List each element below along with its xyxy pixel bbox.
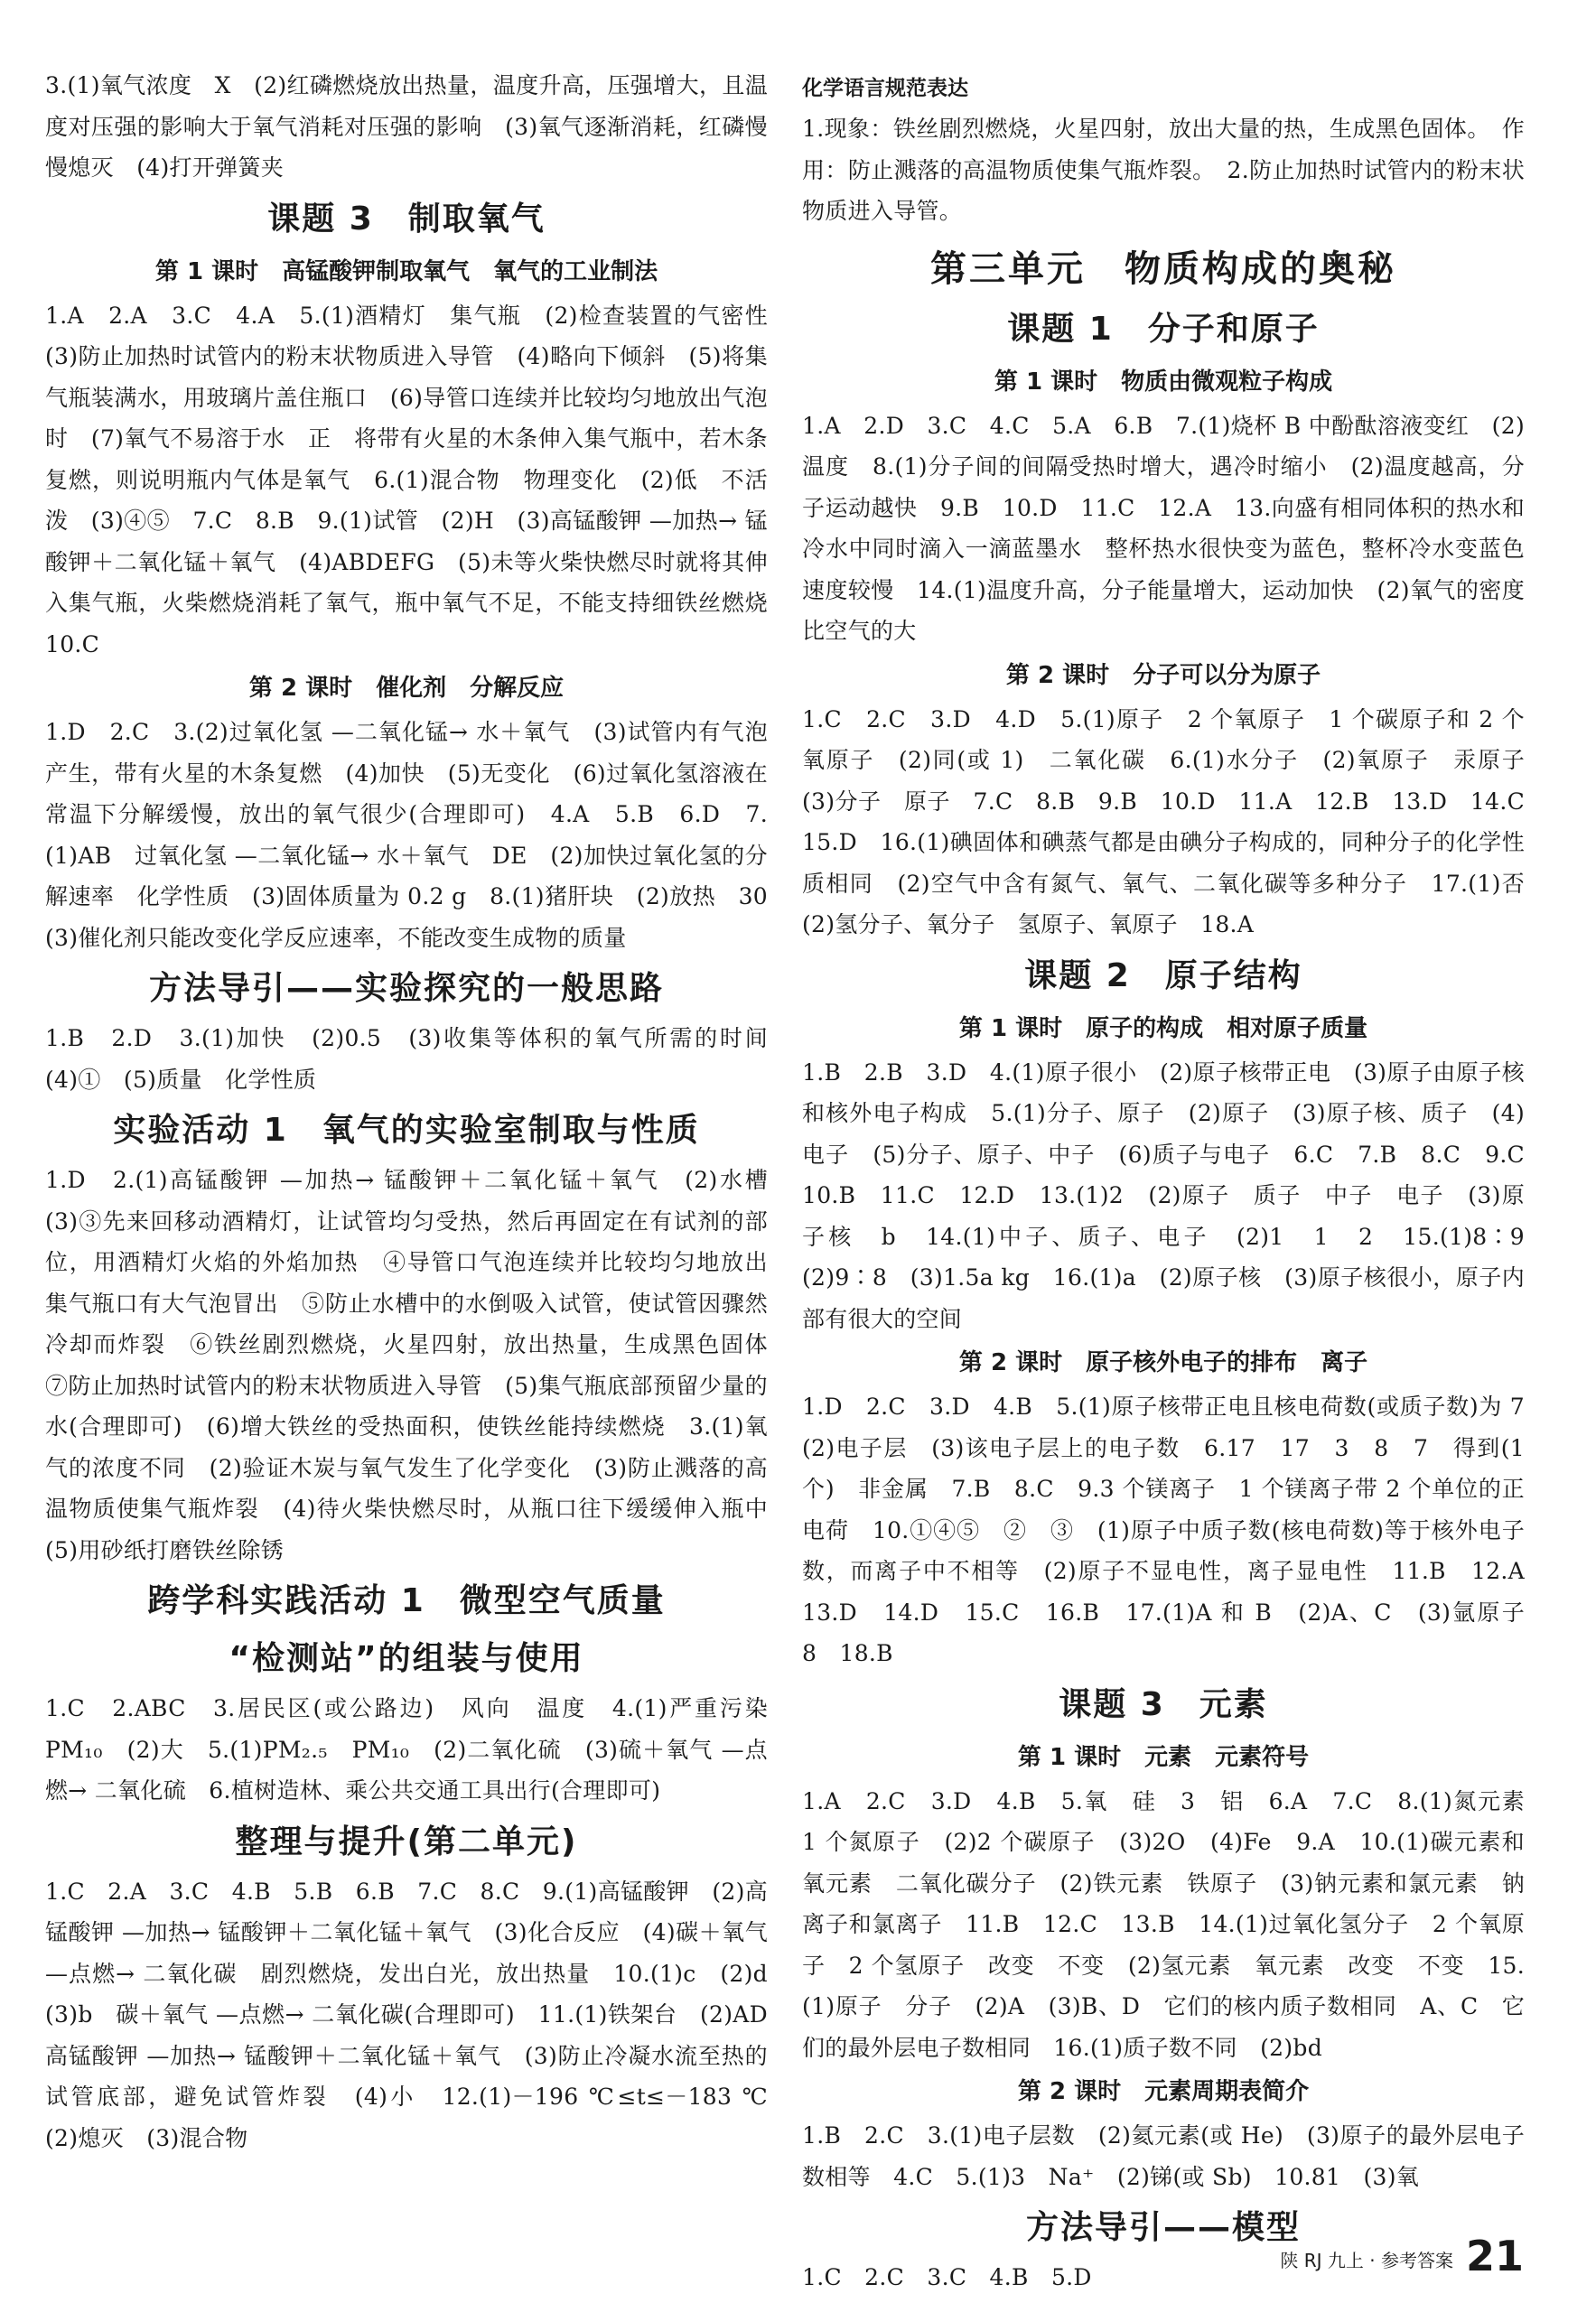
answer-paragraph: 1.A 2.D 3.C 4.C 5.A 6.B 7.(1)烧杯 B 中酚酞溶液变红 (2)温度 8.(1)分子间的间隔受热时增大，遇冷时缩小 (2)温度越高，分子运动越快 9.B 10.D 11.C 12.A 13.向盛有相同体积的热水和冷水中同时滴入一滴蓝墨水 整杯热水很快变为蓝色，整杯冷水变蓝色速度较慢 14.(1)温度升高，分子能量增大，运动加快 (2)氧气的密度比空气的大 xyxy=(802,412,1525,644)
section-title: 课题 3 元素 xyxy=(1059,1685,1268,1723)
lesson-title: 第 2 课时 催化剂 分解反应 xyxy=(248,675,565,702)
unit-title: 第三单元 物质构成的奥秘 xyxy=(930,247,1396,290)
answer-paragraph: 1.B 2.B 3.D 4.(1)原子很小 (2)原子核带正电 (3)原子由原子核和核外电子构成 5.(1)分子、原子 (2)原子 (3)原子核、质子 (4)电子 (5)分子、原子、中子 (6)质子与电子 6.C 7.B 8.C 9.C 10.B 11.C 12.D 13.(1)2 (2)原子 质子 中子 电子 (3)原子核 b 14.(1)中子、质子、电子 (2)1 1 2 15.(1)8∶9 (2)9∶8 (3)1.5a kg 16.(1)a (2)原子核 (3)原子核很小，原子内部有很大的空间 xyxy=(802,1058,1548,1332)
section-title: 整理与提升(第二单元) xyxy=(235,1823,578,1860)
answer-paragraph: 1.B 2.D 3.(1)加快 (2)0.5 (3)收集等体积的氧气所需的时间 (4)① (5)质量 化学性质 xyxy=(45,1025,791,1093)
page-number: 21 xyxy=(1465,2232,1524,2280)
lesson-title: 第 1 课时 原子的构成 相对原子质量 xyxy=(958,1014,1368,1042)
lesson-title: 第 1 课时 元素 元素符号 xyxy=(1017,1743,1310,1771)
page-footer xyxy=(1280,2234,1524,2278)
subsection-title: 化学语言规范表达 xyxy=(802,77,968,100)
answer-paragraph: 1.B 2.C 3.(1)电子层数 (2)氦元素(或 He) (3)原子的最外层电子数相等 4.C 5.(1)3 Na⁺ (2)锑(或 Sb) 10.81 (3)氧 xyxy=(802,2122,1525,2190)
answer-paragraph: 1.现象：铁丝剧烈燃烧，火星四射，放出大量的热，生成黑色固体。 作用：防止溅落的高温物质使集气瓶炸裂。 2.防止加热时试管内的粉末状物质进入导管。 xyxy=(802,116,1525,224)
right-column xyxy=(802,69,1548,2298)
answer-paragraph: 1.A 2.A 3.C 4.A 5.(1)酒精灯 集气瓶 (2)检查装置的气密性 (3)防止加热时试管内的粉末状物质进入导管 (4)略向下倾斜 (5)将集气瓶装满水，用玻璃片盖住瓶口 (6)导管口连续并比较均匀地放出气泡时 (7)氧气不易溶于水 正 将带有火星的木条伸入集气瓶中，若木条复燃，则说明瓶内气体是氧气 6.(1)混合物 物理变化 (2)低 不活泼 (3)④⑤ 7.C 8.B 9.(1)试管 (2)H (3)高锰酸钾 —加热→ 锰酸钾＋二氧化锰＋氧气 (4)ABDEFG (5)未等火柴快燃尽时就将其伸入集气瓶，火柴燃烧消耗了氧气，瓶中氧气不足，不能支持细铁丝燃烧 10.C xyxy=(45,302,791,657)
lesson-title: 第 2 课时 分子可以分为原子 xyxy=(1005,661,1321,689)
left-column xyxy=(45,65,791,2158)
answer-paragraph: 1.A 2.C 3.D 4.B 5.氧 硅 3 铝 6.A 7.C 8.(1)氮元素 1 个氮原子 (2)2 个碳原子 (3)2O (4)Fe 9.A 10.(1)碳元素和氧元素 二氧化碳分子 (2)铁元素 铁原子 (3)钠元素和氯元素 钠离子和氯离子 11.B 12.C 13.B 14.(1)过氧化氢分子 2 个氧原子 2 个氢原子 改变 不变 (2)氢元素 氧元素 改变 不变 15.(1)原子 分子 (2)A (3)B、D 它们的核内质子数相同 A、C 它们的最外层电子数相同 16.(1)质子数不同 (2)bd xyxy=(802,1787,1548,2061)
answer-paragraph: 1.D 2.C 3.(2)过氧化氢 —二氧化锰→ 水＋氧气 (3)试管内有气泡产生，带有火星的木条复燃 (4)加快 (5)无变化 (6)过氧化氢溶液在常温下分解缓慢，放出的氧气很少(合理即可) 4.A 5.B 6.D 7.(1)AB 过氧化氢 —二氧化锰→ 水＋氧气 DE (2)加快过氧化氢的分解速率 化学性质 (3)固体质量为 0.2 g 8.(1)猪肝块 (2)放热 30 (3)催化剂只能改变化学反应速率，不能改变生成物的质量 xyxy=(45,719,791,951)
section-title: 课题 2 原子结构 xyxy=(1024,956,1302,994)
answer-paragraph: 1.C 2.ABC 3.居民区(或公路边) 风向 温度 4.(1)严重污染 PM₁₀ (2)大 5.(1)PM₂.₅ PM₁₀ (2)二氧化硫 (3)硫＋氧气 —点燃→ 二氧化硫 6.植树造林、乘公共交通工具出行(合理即可) xyxy=(45,1695,791,1804)
lesson-title: 第 2 课时 元素周期表简介 xyxy=(1017,2078,1310,2105)
answer-paragraph: 3.(1)氧气浓度 X (2)红磷燃烧放出热量，温度升高，压强增大，且温度对压强的影响大于氧气消耗对压强的影响 (3)氧气逐渐消耗，红磷慢慢熄灭 (4)打开弹簧夹 xyxy=(45,72,768,181)
section-title: 实验活动 1 氧气的实验室制取与性质 xyxy=(113,1112,700,1149)
section-title: 方法导引——模型 xyxy=(1025,2209,1301,2246)
answer-paragraph: 1.D 2.(1)高锰酸钾 —加热→ 锰酸钾＋二氧化锰＋氧气 (2)水槽 (3)③先来回移动酒精灯，让试管均匀受热，然后再固定在有试剂的部位，用酒精灯火焰的外焰加热 ④导管口气泡连续并比较均匀地放出 集气瓶口有大气泡冒出 ⑤防止水槽中的水倒吸入试管，使试管因骤然冷却而炸裂 ⑥铁丝剧烈燃烧，火星四射，放出热量，生成黑色固体 ⑦防止加热时试管内的粉末状物质进入导管 (5)集气瓶底部预留少量的水(合理即可) (6)增大铁丝的受热面积，使铁丝能持续燃烧 3.(1)氧气的浓度不同 (2)验证木炭与氧气发生了化学变化 (3)防止溅落的高温物质使集气瓶炸裂 (4)待火柴快燃尽时，从瓶口往下缓缓伸入瓶中 (5)用砂纸打磨铁丝除锈 xyxy=(45,1167,791,1563)
lesson-title: 第 1 课时 高锰酸钾制取氧气 氧气的工业制法 xyxy=(154,257,658,285)
section-title: “检测站”的组装与使用 xyxy=(229,1640,584,1677)
section-title: 方法导引——实验探究的一般思路 xyxy=(148,970,664,1007)
section-title: 课题 3 制取氧气 xyxy=(267,200,546,238)
answer-paragraph: 1.C 2.C 3.C 4.B 5.D xyxy=(802,2264,1092,2290)
answer-paragraph: 1.C 2.A 3.C 4.B 5.B 6.B 7.C 8.C 9.(1)高锰酸钾 (2)高锰酸钾 —加热→ 锰酸钾＋二氧化锰＋氧气 (3)化合反应 (4)碳＋氧气 —点燃→ 二氧化碳 剧烈燃烧，发出白光，放出热量 10.(1)c (2)d (3)b 碳＋氧气 —点燃→ 二氧化碳(合理即可) 11.(1)铁架台 (2)AD 高锰酸钾 —加热→ 锰酸钾＋二氧化锰＋氧气 (3)防止冷凝水流至热的试管底部，避免试管炸裂 (4)小 12.(1)－196 ℃≤t≤－183 ℃ (2)熄灭 (3)混合物 xyxy=(45,1878,791,2151)
answer-paragraph: 1.C 2.C 3.D 4.D 5.(1)原子 2 个氧原子 1 个碳原子和 2 个氧原子 (2)同(或 1) 二氧化碳 6.(1)水分子 (2)氧原子 汞原子 (3)分子 原子 7.C 8.B 9.B 10.D 11.A 12.B 13.D 14.C 15.D 16.(1)碘固体和碘蒸气都是由碘分子构成的，同种分子的化学性质相同 (2)空气中含有氮气、氧气、二氧化碳等多种分子 17.(1)否 (2)氢分子、氧分子 氢原子、氧原子 18.A xyxy=(802,705,1548,937)
lesson-title: 第 2 课时 原子核外电子的排布 离子 xyxy=(958,1349,1368,1376)
section-title: 课题 1 分子和原子 xyxy=(1007,310,1320,348)
section-title: 跨学科实践活动 1 微型空气质量 xyxy=(147,1582,666,1619)
lesson-title: 第 1 课时 物质由微观粒子构成 xyxy=(994,368,1333,396)
footer-label: 陕 RJ 九上 · 参考答案 xyxy=(1280,2250,1453,2271)
answer-paragraph: 1.D 2.C 3.D 4.B 5.(1)原子核带正电且核电荷数(或质子数)为 7 (2)电子层 (3)该电子层上的电子数 6.17 17 3 8 7 得到(1个) 非金属 7.B 8.C 9.3 个镁离子 1 个镁离子带 2 个单位的正电荷 10.①④⑤ ② ③ (1)原子中质子数(核电荷数)等于核外电子数，而离子中不相等 (2)原子不显电性，离子显电性 11.B 12.A 13.D 14.D 15.C 16.B 17.(1)A 和 B (2)A、C (3)氩原子 8 18.B xyxy=(802,1394,1548,1666)
